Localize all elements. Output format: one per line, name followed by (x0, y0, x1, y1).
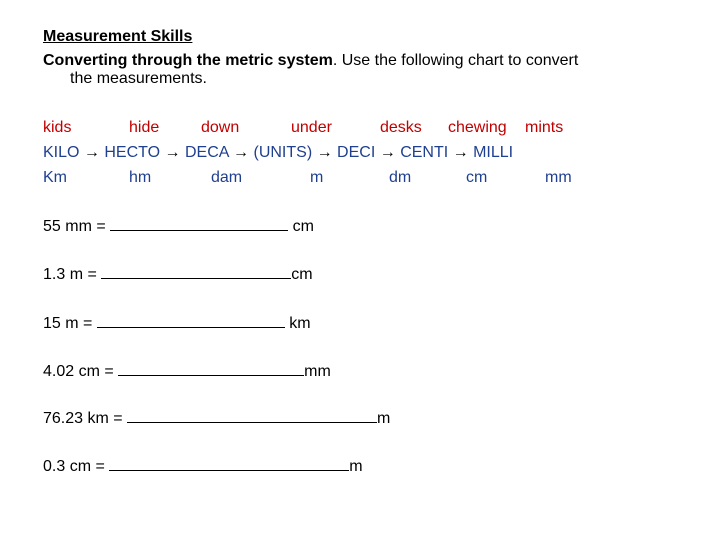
arrow-icon: → (83, 144, 100, 161)
abbr-hm: hm (129, 169, 152, 186)
answer-blank[interactable] (97, 313, 285, 328)
problem-unit: cm (291, 266, 313, 283)
problem-1 (43, 216, 314, 236)
mnemonic-word-kids: kids (43, 119, 72, 136)
problem-prompt: 4.02 cm = (43, 363, 119, 380)
answer-blank[interactable] (110, 216, 288, 231)
prefix-hecto: HECTO (104, 144, 161, 161)
arrow-icon: → (164, 144, 181, 161)
page-title: Measurement Skills (43, 28, 193, 45)
answer-blank[interactable] (127, 408, 377, 423)
problem-6 (43, 456, 363, 476)
problem-unit: mm (304, 363, 331, 380)
problem-unit: m (377, 410, 391, 427)
mnemonic-word-chewing: chewing (448, 119, 507, 136)
mnemonic-word-desks: desks (380, 119, 422, 136)
problem-prompt: 76.23 km = (43, 410, 128, 427)
arrow-icon: → (452, 144, 469, 161)
arrow-icon: → (233, 144, 250, 161)
abbr-dam: dam (211, 169, 243, 186)
abbr-cm: cm (466, 169, 488, 186)
arrow-icon: → (316, 144, 333, 161)
answer-blank[interactable] (118, 361, 304, 376)
abbr-mm: mm (545, 169, 572, 186)
problem-prompt: 55 mm = (43, 218, 111, 235)
instructions-line2: the measurements. (70, 70, 207, 87)
prefix-row (43, 144, 513, 162)
abbr-km: Km (43, 169, 67, 186)
problem-prompt: 15 m = (43, 315, 97, 332)
answer-blank[interactable] (101, 264, 291, 279)
instructions-bold: Converting through the metric system (43, 52, 333, 69)
prefix-centi: CENTI (400, 144, 449, 161)
arrow-icon: → (379, 144, 396, 161)
mnemonic-word-under: under (291, 119, 332, 136)
prefix-deca: DECA (185, 144, 229, 161)
problem-3 (43, 313, 311, 333)
mnemonic-word-down: down (201, 119, 240, 136)
prefix-units: (UNITS) (253, 144, 313, 161)
mnemonic-word-hide: hide (129, 119, 160, 136)
problem-unit: cm (288, 218, 314, 235)
problem-2 (43, 264, 313, 284)
answer-blank[interactable] (109, 456, 349, 471)
prefix-milli: MILLI (473, 144, 514, 161)
problem-4 (43, 361, 331, 381)
mnemonic-word-mints: mints (525, 119, 564, 136)
problem-unit: km (284, 315, 311, 332)
problem-5 (43, 408, 390, 428)
abbr-dm: dm (389, 169, 412, 186)
problem-prompt: 0.3 cm = (43, 458, 110, 475)
problem-prompt: 1.3 m = (43, 266, 102, 283)
prefix-kilo: KILO (43, 144, 80, 161)
abbr-m: m (310, 169, 324, 186)
instructions-rest: . Use the following chart to convert (332, 52, 579, 69)
prefix-deci: DECI (337, 144, 376, 161)
problem-unit: m (349, 458, 363, 475)
instructions (43, 52, 683, 88)
